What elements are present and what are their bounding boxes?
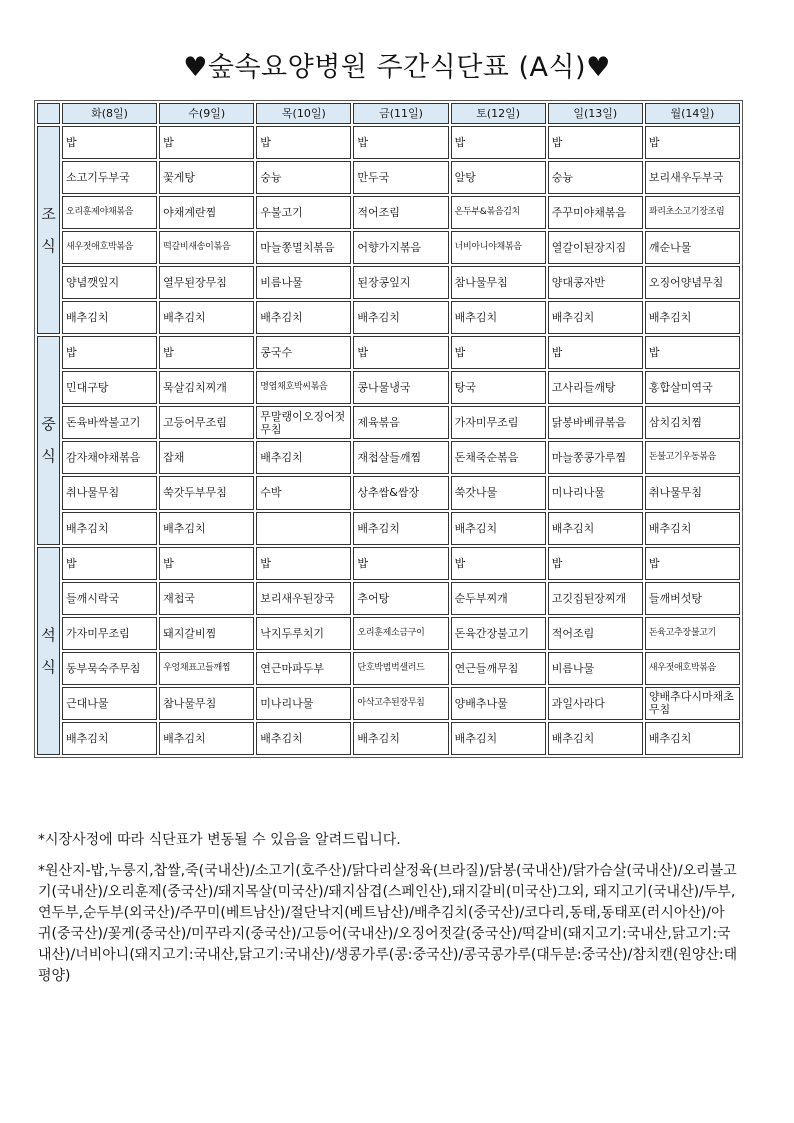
menu-item: 배추김치 <box>256 722 351 755</box>
meal-label <box>37 336 60 544</box>
menu-item: 아삭고추된장무침 <box>353 687 448 720</box>
menu-item: 돈육간장불고기 <box>451 617 546 650</box>
menu-item: 배추김치 <box>451 722 546 755</box>
menu-item: 재첩국 <box>159 582 254 615</box>
menu-item: 적어조림 <box>548 617 643 650</box>
menu-item: 수박 <box>256 476 351 509</box>
menu-item: 주꾸미야채볶음 <box>548 196 643 229</box>
menu-item: 새우젓애호박볶음 <box>645 652 740 685</box>
menu-item: 떡갈비새송이볶음 <box>159 231 254 264</box>
day-header-row <box>37 103 740 124</box>
menu-item: 연근마파두부 <box>256 652 351 685</box>
menu-item: 순두부찌개 <box>451 582 546 615</box>
menu-item: 깨순나물 <box>645 231 740 264</box>
menu-item: 꽃게탕 <box>159 161 254 194</box>
header-corner <box>37 103 60 124</box>
menu-row <box>37 126 740 159</box>
menu-item: 돼지갈비찜 <box>159 617 254 650</box>
menu-item: 배추김치 <box>353 301 448 334</box>
menu-item: 너비아니야채볶음 <box>451 231 546 264</box>
day-header: 화(8일) <box>62 103 157 124</box>
menu-item: 근대나물 <box>62 687 157 720</box>
day-header: 토(12일) <box>451 103 546 124</box>
day-header: 금(11일) <box>353 103 448 124</box>
menu-item: 온두부&볶음김치 <box>451 196 546 229</box>
menu-item: 새우젓애호박볶음 <box>62 231 157 264</box>
menu-item: 콩나물냉국 <box>353 371 448 404</box>
menu-item: 배추김치 <box>62 301 157 334</box>
menu-item: 배추김치 <box>645 722 740 755</box>
meal-label <box>37 126 60 334</box>
menu-item: 밥 <box>353 126 448 159</box>
menu-item: 배추김치 <box>645 301 740 334</box>
menu-item: 양념깻잎지 <box>62 266 157 299</box>
menu-row <box>37 582 740 615</box>
menu-item: 동부묵숙주무침 <box>62 652 157 685</box>
menu-item: 과일사라다 <box>548 687 643 720</box>
menu-item: 취나물무침 <box>62 476 157 509</box>
menu-item: 밥 <box>62 126 157 159</box>
menu-item: 밥 <box>353 336 448 369</box>
menu-item: 가자미무조림 <box>62 617 157 650</box>
menu-item: 밥 <box>159 126 254 159</box>
menu-item: 오리훈제야채볶음 <box>62 196 157 229</box>
menu-item: 연근들깨무침 <box>451 652 546 685</box>
menu-row <box>37 231 740 264</box>
menu-item: 숭늉 <box>548 161 643 194</box>
menu-item: 밥 <box>451 126 546 159</box>
menu-item: 양대콩자반 <box>548 266 643 299</box>
meal-label-char: 석 <box>41 625 56 644</box>
notice-text: *시장사정에 따라 식단표가 변동될 수 있음을 알려드립니다. <box>38 832 401 848</box>
menu-row <box>37 476 740 509</box>
menu-item: 고사리들깨탕 <box>548 371 643 404</box>
menu-item: 우엉채표고들깨찜 <box>159 652 254 685</box>
page-title: ♥숲속요양병원 주간식단표 (A식)♥ <box>183 52 611 83</box>
menu-item: 적어조림 <box>353 196 448 229</box>
menu-item: 돈채죽순볶음 <box>451 441 546 474</box>
menu-item: 배추김치 <box>645 512 740 545</box>
menu-item: 명엽채호박씨볶음 <box>256 371 351 404</box>
menu-item: 마늘쫑멸치볶음 <box>256 231 351 264</box>
menu-item: 밥 <box>62 547 157 580</box>
menu-item: 가자미무조림 <box>451 406 546 439</box>
menu-item: 배추김치 <box>256 301 351 334</box>
menu-item: 단호박범벅샐러드 <box>353 652 448 685</box>
menu-item: 비름나물 <box>256 266 351 299</box>
menu-item: 밥 <box>451 336 546 369</box>
menu-item: 잡채 <box>159 441 254 474</box>
menu-item: 양배추나물 <box>451 687 546 720</box>
menu-item: 배추김치 <box>159 301 254 334</box>
menu-item: 배추김치 <box>353 512 448 545</box>
menu-item: 배추김치 <box>62 722 157 755</box>
menu-item: 열갈이된장지짐 <box>548 231 643 264</box>
day-header: 일(13일) <box>548 103 643 124</box>
menu-item: 상추쌈&쌈장 <box>353 476 448 509</box>
menu-item: 밥 <box>548 547 643 580</box>
menu-item: 밥 <box>548 336 643 369</box>
menu-item: 탕국 <box>451 371 546 404</box>
weekly-menu-table <box>34 100 743 758</box>
menu-item: 재첩살들깨찜 <box>353 441 448 474</box>
menu-item: 오리훈제소금구이 <box>353 617 448 650</box>
menu-row <box>37 371 740 404</box>
menu-row <box>37 617 740 650</box>
menu-item: 삼치김치찜 <box>645 406 740 439</box>
meal-label <box>37 547 60 755</box>
menu-item: 밥 <box>62 336 157 369</box>
menu-item: 배추김치 <box>548 722 643 755</box>
menu-item: 낙지두루치기 <box>256 617 351 650</box>
menu-item: 된장콩잎지 <box>353 266 448 299</box>
meal-label-char: 조 <box>41 205 56 224</box>
menu-item: 고등어무조림 <box>159 406 254 439</box>
menu-item: 마늘쫑콩가루찜 <box>548 441 643 474</box>
menu-item: 밥 <box>256 126 351 159</box>
menu-item: 민대구탕 <box>62 371 157 404</box>
menu-item: 밥 <box>645 547 740 580</box>
meal-label-char: 식 <box>41 447 56 466</box>
menu-row <box>37 652 740 685</box>
menu-item: 숭늉 <box>256 161 351 194</box>
menu-item: 야채계란찜 <box>159 196 254 229</box>
menu-row <box>37 196 740 229</box>
meal-label-char: 식 <box>41 657 56 676</box>
menu-item: 알탕 <box>451 161 546 194</box>
menu-item: 배추김치 <box>353 722 448 755</box>
menu-item: 참나물무침 <box>451 266 546 299</box>
menu-item: 밥 <box>645 126 740 159</box>
menu-item: 미나리나물 <box>256 687 351 720</box>
menu-item: 밥 <box>159 336 254 369</box>
menu-item: 보리새우된장국 <box>256 582 351 615</box>
day-header: 목(10일) <box>256 103 351 124</box>
menu-item: 묵살김치찌개 <box>159 371 254 404</box>
menu-row <box>37 687 740 720</box>
menu-item: 배추김치 <box>62 512 157 545</box>
menu-item: 배추김치 <box>451 512 546 545</box>
menu-item: 우불고기 <box>256 196 351 229</box>
menu-item: 참나물무침 <box>159 687 254 720</box>
menu-row <box>37 406 740 439</box>
menu-item: 홍합살미역국 <box>645 371 740 404</box>
menu-row <box>37 512 740 545</box>
menu-item: 어향가지볶음 <box>353 231 448 264</box>
menu-item: 제육볶음 <box>353 406 448 439</box>
menu-item: 비름나물 <box>548 652 643 685</box>
menu-item: 오징어양념무침 <box>645 266 740 299</box>
menu-item: 돈육고추장불고기 <box>645 617 740 650</box>
menu-item: 밥 <box>548 126 643 159</box>
menu-item: 양배추다시마채초무침 <box>645 687 740 720</box>
meal-label-char: 중 <box>41 415 56 434</box>
menu-item: 밥 <box>353 547 448 580</box>
menu-item: 열무된장무침 <box>159 266 254 299</box>
menu-item: 배추김치 <box>548 512 643 545</box>
menu-item: 배추김치 <box>548 301 643 334</box>
menu-item: 고깃집된장찌개 <box>548 582 643 615</box>
day-header: 수(9일) <box>159 103 254 124</box>
menu-item: 밥 <box>256 547 351 580</box>
menu-item: 쑥갓나물 <box>451 476 546 509</box>
menu-item: 들깨버섯탕 <box>645 582 740 615</box>
menu-item: 보리새우두부국 <box>645 161 740 194</box>
menu-item: 돈불고기우동볶음 <box>645 441 740 474</box>
menu-item: 취나물무침 <box>645 476 740 509</box>
menu-item: 돈육바싹불고기 <box>62 406 157 439</box>
menu-item: 추어탕 <box>353 582 448 615</box>
menu-item: 밥 <box>645 336 740 369</box>
menu-row <box>37 161 740 194</box>
menu-item: 배추김치 <box>256 441 351 474</box>
menu-item: 밥 <box>159 547 254 580</box>
menu-item: 콩국수 <box>256 336 351 369</box>
day-header: 월(14일) <box>645 103 740 124</box>
menu-item: 감자채야채볶음 <box>62 441 157 474</box>
menu-item: 배추김치 <box>451 301 546 334</box>
menu-item: 무말랭이오징어젓무침 <box>256 406 351 439</box>
menu-row <box>37 441 740 474</box>
menu-item: 만두국 <box>353 161 448 194</box>
menu-item: 밥 <box>451 547 546 580</box>
menu-item: 배추김치 <box>159 722 254 755</box>
menu-item: 닭봉바베큐볶음 <box>548 406 643 439</box>
menu-row <box>37 336 740 369</box>
menu-item: 들깨시락국 <box>62 582 157 615</box>
menu-item: 소고기두부국 <box>62 161 157 194</box>
menu-item: 쑥갓두부무침 <box>159 476 254 509</box>
menu-item: 꽈리초소고기장조림 <box>645 196 740 229</box>
menu-row <box>37 547 740 580</box>
meal-label-char: 식 <box>41 237 56 256</box>
menu-item <box>256 512 351 545</box>
origin-text: *원산지-밥,누룽지,찹쌀,죽(국내산)/소고기(호주산)/닭다리살정육(브라질)/닭봉(국내산)/닭가슴살(국내산)/오리불고기(국내산)/오리훈제(중국산)/돼지목살(미국산)/돼지삼겹(스페인산),돼지갈비(미국산)그외, 돼지고기(국내산)/두부,연두부,순두부(외국산)/주꾸미(베트남산)/절단낙지(베트남산)/배추김치(중국산)/코다리,동태,동태포(러시아산)/아귀(중국산)/꽃게(중국산)/미꾸라지(중국산)/고등어(국내산)/오징어젓갈(중국산)/떡갈비(돼지고기:국내산,닭고기:국내산)/너비아니(돼지고기:국내산,닭고기:국내산)/생콩가루(콩:중국산)/콩국콩가루(대두분:중국산)/참치캔(원양산:태평양) <box>38 863 738 984</box>
menu-item: 배추김치 <box>159 512 254 545</box>
notes-section <box>38 830 738 997</box>
menu-row <box>37 722 740 755</box>
menu-item: 미나리나물 <box>548 476 643 509</box>
menu-row <box>37 301 740 334</box>
menu-row <box>37 266 740 299</box>
